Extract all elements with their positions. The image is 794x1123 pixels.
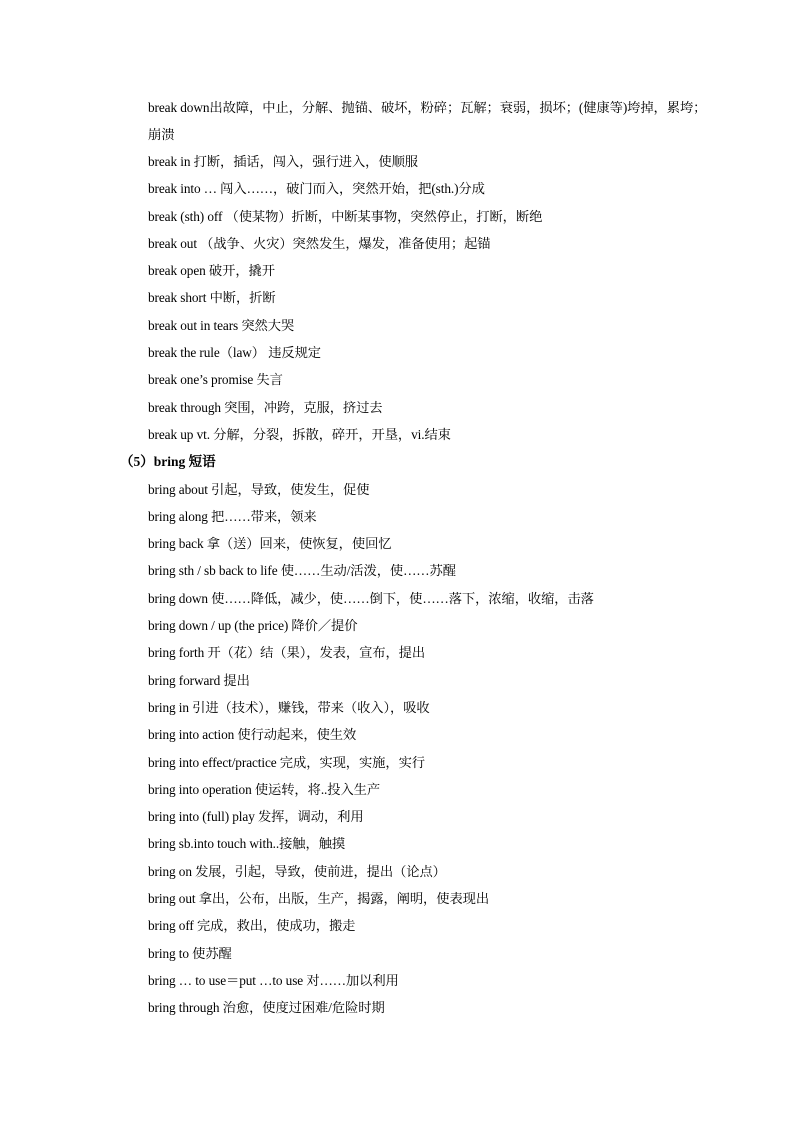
bring-entry: bring through 治愈，使度过困难/危险时期 <box>148 1000 385 1016</box>
phrase-list <box>120 94 718 1022</box>
bring-entry: bring in 引进（技术），赚钱，带来（收入），吸收 <box>148 699 430 715</box>
bring-entry: bring … to use＝put …to use 对……加以利用 <box>148 972 399 988</box>
bring-entry: bring forward 提出 <box>148 672 250 688</box>
break-entry: break down出故障，中止，分解、抛锚、破坏，粉碎；瓦解；衰弱，损坏；(健康等)垮掉，累垮；崩溃 <box>148 100 707 142</box>
break-entry: break one’s promise 失言 <box>148 372 283 388</box>
bring-entry: bring down / up (the price) 降价／提价 <box>148 618 358 634</box>
bring-entry: bring back 拿（送）回来，使恢复，使回忆 <box>148 536 392 552</box>
bring-entry: bring out 拿出，公布，出版，生产，揭露，阐明，使表现出 <box>148 891 490 907</box>
break-entry: break out in tears 突然大哭 <box>148 317 295 333</box>
bring-entry: bring into action 使行动起来，使生效 <box>148 727 357 743</box>
bring-entry: bring into (full) play 发挥，调动，利用 <box>148 809 364 825</box>
bring-entry: bring into effect/practice 完成，实现，实施，实行 <box>148 754 425 770</box>
break-entry: break into … 闯入……，破门而入，突然开始，把(sth.)分成 <box>148 181 485 197</box>
bring-entry: bring down 使……降低，减少，使……倒下，使……落下，浓缩，收缩，击落 <box>148 590 594 606</box>
break-entry: break in 打断，插话，闯入，强行进入，使顺服 <box>148 154 418 169</box>
bring-entry: bring about 引起，导致，使发生，促使 <box>148 481 370 497</box>
break-entry: break short 中断，折断 <box>148 290 276 306</box>
bring-entry: bring along 把……带来，领来 <box>148 508 317 524</box>
section-heading-bring: （5）bring 短语 <box>120 454 216 470</box>
break-entry: break open 破开，撬开 <box>148 263 275 279</box>
break-entry: break up vt. 分解，分裂，拆散，碎开，开垦，vi.结束 <box>148 426 451 442</box>
bring-entry: bring off 完成，救出，使成功，搬走 <box>148 918 356 934</box>
break-entry: break the rule（law） 违反规定 <box>148 345 321 361</box>
bring-entry: bring to 使苏醒 <box>148 945 232 961</box>
bring-entry: bring forth 开（花）结（果），发表，宣布，提出 <box>148 645 426 661</box>
break-entry: break out （战争、火灾）突然发生，爆发，准备使用；起锚 <box>148 235 491 251</box>
bring-entry: bring into operation 使运转，将..投入生产 <box>148 781 381 797</box>
bring-entry: bring on 发展，引起，导致，使前进，提出（论点） <box>148 863 446 879</box>
bring-entry: bring sb.into touch with..接触，触摸 <box>148 836 346 852</box>
bring-entry: bring sth / sb back to life 使……生动/活泼，使……苏醒 <box>148 563 456 579</box>
break-entry: break (sth) off （使某物）折断，中断某事物，突然停止，打断，断绝 <box>148 208 543 224</box>
break-entry: break through 突围，冲跨，克服，挤过去 <box>148 399 383 415</box>
